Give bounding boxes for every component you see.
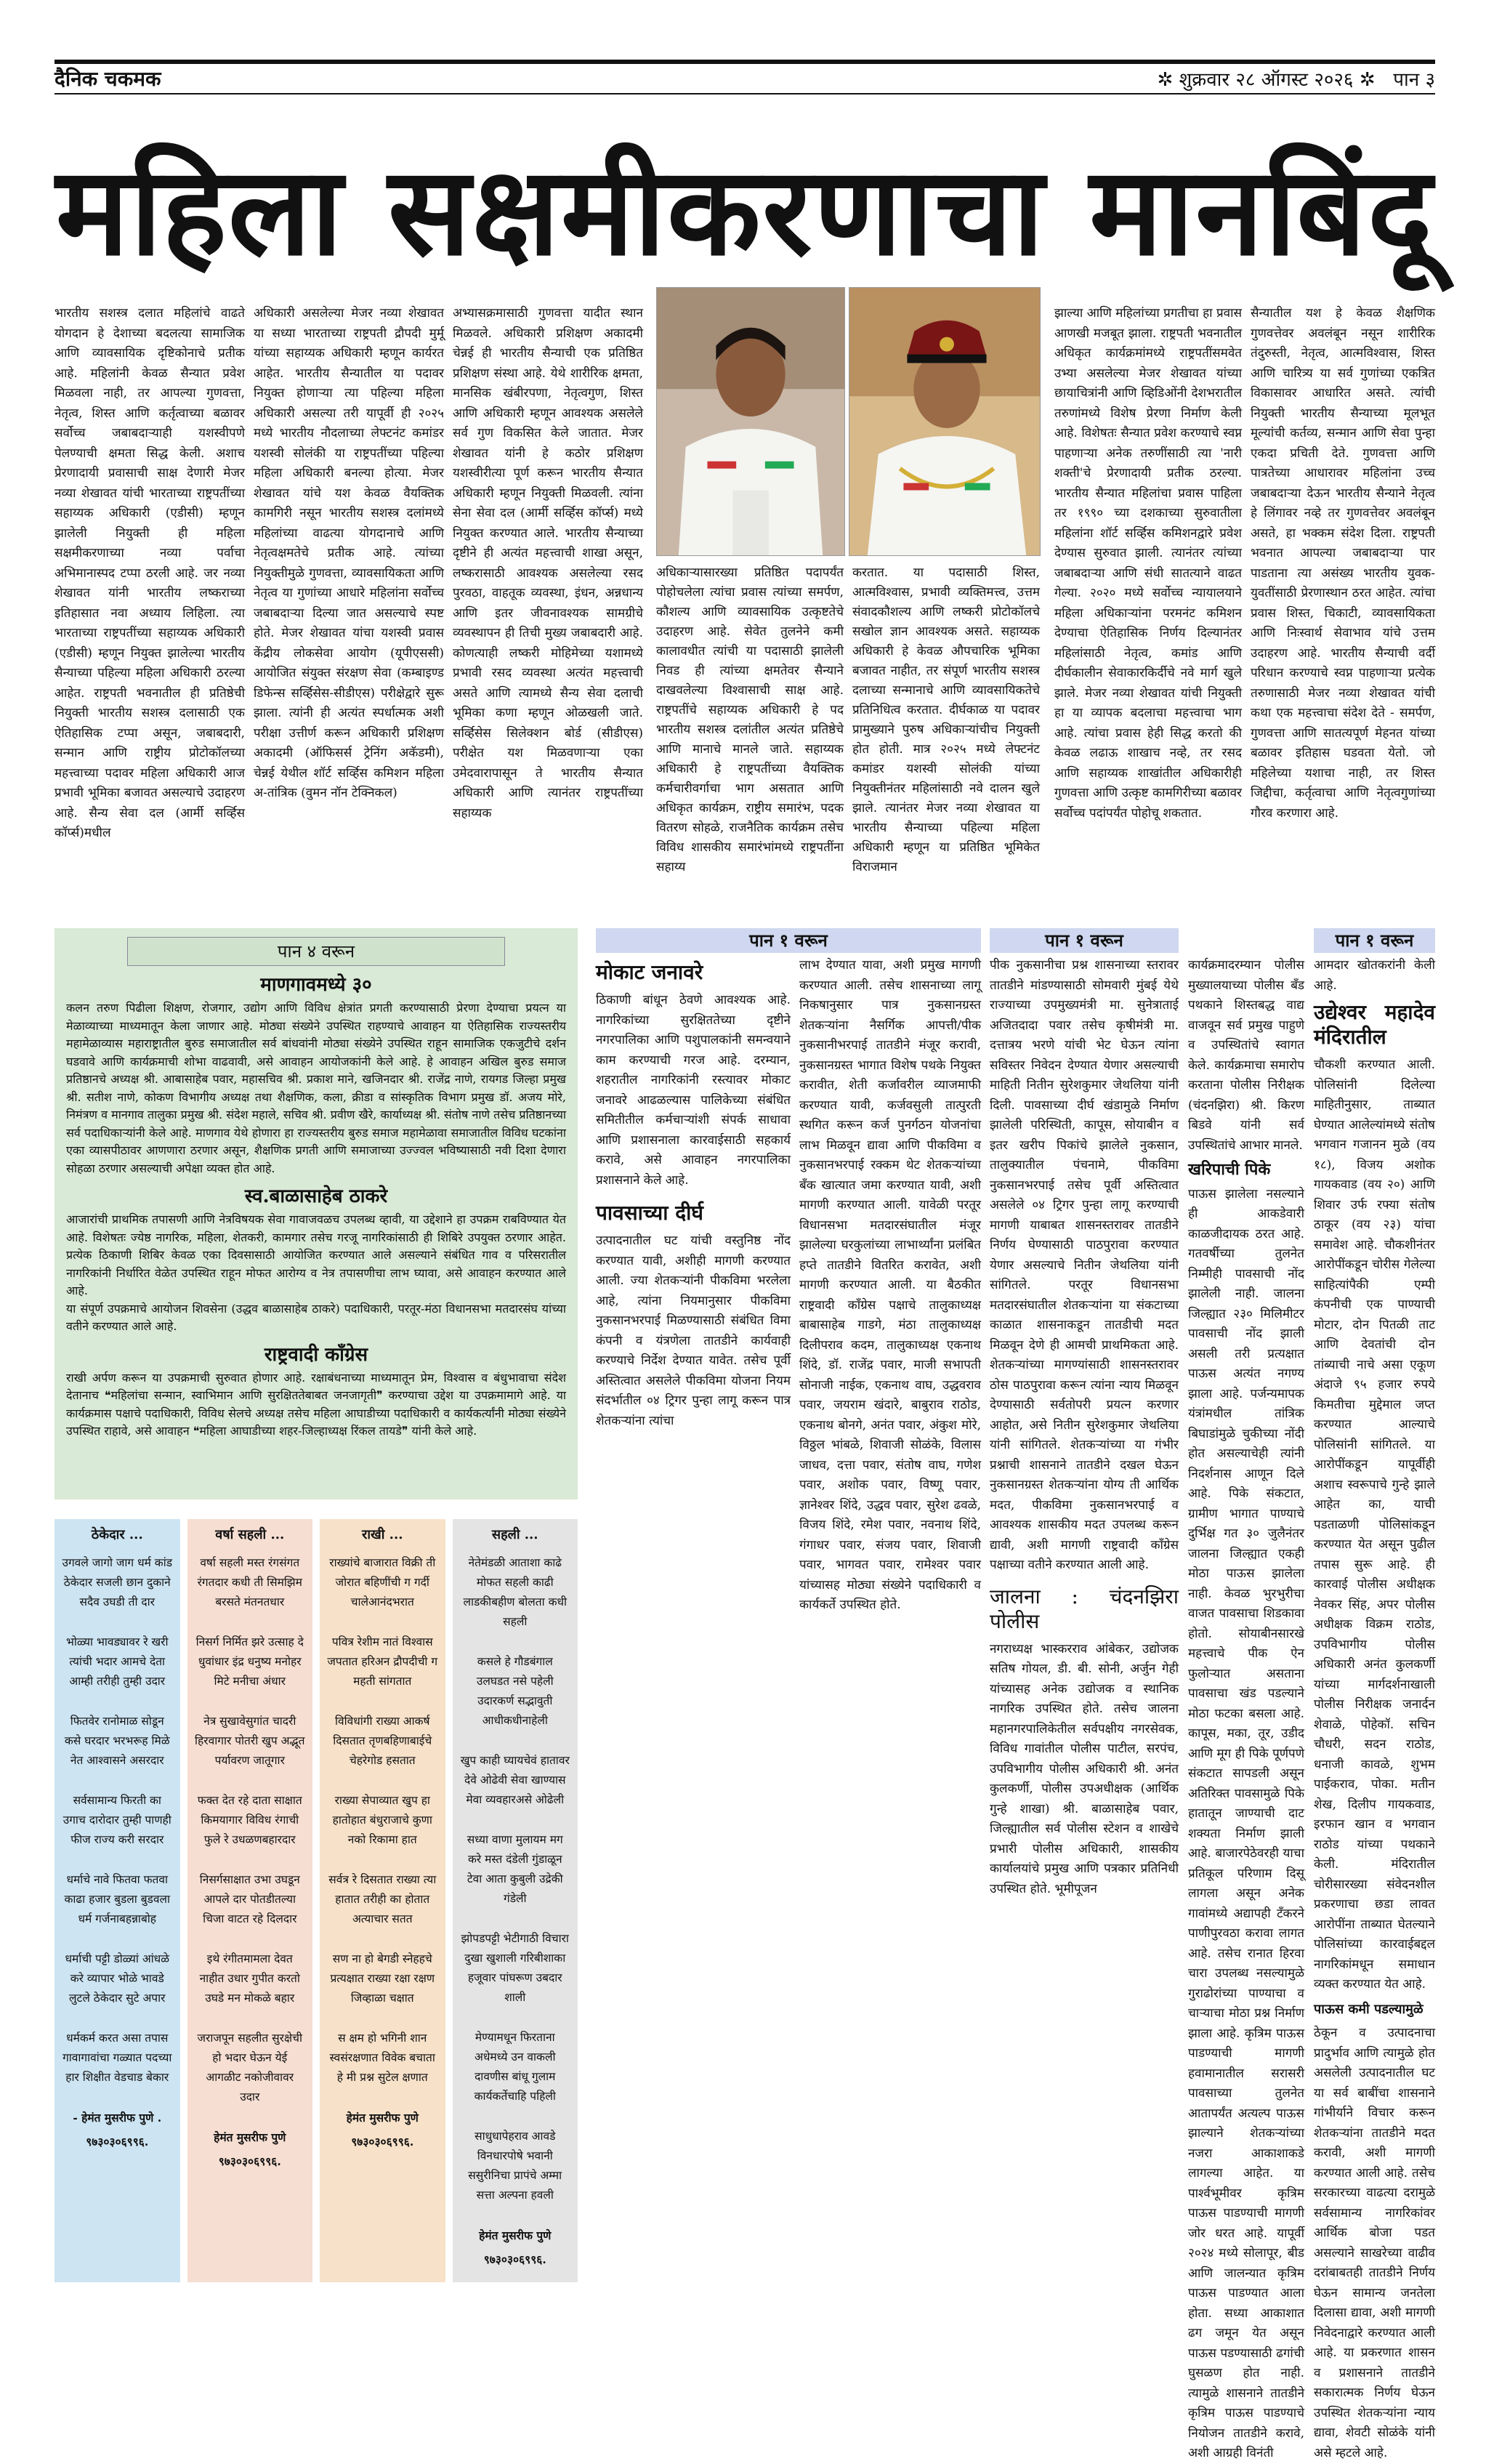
article-subhead: खरिपाची पिके [1188,1160,1271,1179]
mid-column-2 [799,956,981,2290]
section-text: या संपूर्ण उपक्रमाचे आयोजन शिवसेना (उद्धव बाळासाहेब ठाकरे) पदाधिकारी, परतूर-मंठा विधानसभा मतदारसंघ यांच्या वतीने करण्यात आले आहे. [66,1301,566,1333]
article-text: अभ्यासक्रमासाठी गुणवत्ता यादीत स्थान मिळवले. अधिकारी प्रशिक्षण अकादमी चेन्नई ही भारतीय सैन्याची एक प्रतिष्ठित प्रशिक्षण संस्था आहे. येथे शारीरिक क्षमता, मानसिक खंबीरपणा, नेतृत्वगुण, शिस्त आणि अधिकारी म्हणून आवश्यक असलेले सर्व गुण विकसित केले जातात. मेजर शेखावत यांनी हे कठोर प्रशिक्षण यशस्वीरीत्या पूर्ण करून भारतीय सैन्यात अधिकारी म्हणून नियुक्ती मिळवली. त्यांना सेना सेवा दल (आर्मी सर्व्हिस कॉर्प्स) मध्ये नियुक्त करण्यात आले. भारतीय सैन्याच्या दृष्टीने ही अत्यंत महत्त्वाची शाखा असून, लष्करासाठी आवश्यक असलेल्या रसद पुरवठा, वाहतूक व्यवस्था, इंधन, अन्नधान्य आणि इतर जीवनावश्यक सामग्रीचे व्यवस्थापन ही तिची मुख्य जबाबदारी आहे. कोणत्याही लष्करी मोहिमेच्या यशामध्ये प्रभावी रसद व्यवस्था अत्यंत महत्त्वाची असते आणि त्यामध्ये सैन्य सेवा दलाची भूमिका कणा म्हणून ओळखली जाते. सर्व्हिसेस सिलेक्शन बोर्ड (सीडीएस) परीक्षेत यश मिळवणाऱ्या एका उमेदवारापासून ते भारतीय सैन्यात अधिकारी आणि त्यानंतर राष्ट्रपतींच्या सहाय्यक [453,306,643,821]
caption-text: अधिकाऱ्यासारख्या प्रतिष्ठित पदापर्यंत पोहोचलेला त्यांचा प्रवास त्यांच्या समर्पण, कौशल्य आणि व्यावसायिक उत्कृष्टतेचे उदाहरण आहे. सेवेत तुलनेने कमी कालावधीत त्यांची या पदासाठी झालेली निवड ही त्यांच्या क्षमतेवर सैन्याने दाखवलेल्या विश्वासाची साक्ष आहे. राष्ट्रपतींचे सहाय्यक अधिकारी हे पद भारतीय सशस्त्र दलांतील अत्यंत प्रतिष्ठेचे आणि मानाचे मानले जाते. सहाय्यक अधिकारी हे राष्ट्रपतींच्या वैयक्तिक कर्मचारीवर्गाचा भाग असतात आणि अधिकृत कार्यक्रम, राष्ट्रीय समारंभ, पदक वितरण सोहळे, राजनैतिक कार्यक्रम तसेच विविध शासकीय समारंभांमध्ये राष्ट्रपतींना सहाय्य [656,565,844,874]
masthead [54,60,1435,94]
page-headline: महिला सक्षमीकरणाचा मानबिंदू [55,139,1434,283]
article-text: चौकशी करण्यात आली. पोलिसांनी दिलेल्या माहितीनुसार, ताब्यात घेण्यात आलेल्यांमध्ये संतोष भगवान गजानन मुळे (वय १८), विजय अशोक गायकवाड (वय २०) आणि शिवार उर्फ रफ्या संतोष ठाकूर (वय २३) यांचा समावेश आहे. चौकशीनंतर आरोपींकडून चोरीस गेलेल्या साहित्यांपैकी एम्पी कंपनीची एक पाण्याची मोटार, दोन पितळी ताट आणि देवतांची दोन तांब्याची नाचे असा एकूण अंदाजे ९५ हजार रुपये किमतीचा मुद्देमाल जप्त करण्यात आल्याचे पोलिसांनी सांगितले. या आरोपींकडून यापूर्वीही अशाच स्वरूपाचे गुन्हे झाले आहेत का, याची पडताळणी पोलिसांकडून करण्यात येत असून पुढील तपास सुरू आहे. ही कारवाई पोलीस अधीक्षक नेवकर सिंह, अपर पोलीस अधीक्षक विक्रम राठोड, उपविभागीय पोलीस अधिकारी अनंत कुलकर्णी यांच्या मार्गदर्शनाखाली पोलीस निरीक्षक जनार्दन शेवाळे, पोहेकॉ. सचिन चौधरी, सदन राठोड, धनाजी कावळे, शुभम पाईकराव, पोका. मतीन शेख, दिलीप गायकवाड, इरफान खान व भगवान राठोड यांच्या पथकाने केली. मंदिरातील चोरीसारख्या संवेदनशील प्रकरणाचा छडा लावत आरोपींना ताब्यात घेतल्याने पोलिसांच्या कारवाईबद्दल नागरिकांमधून समाधान व्यक्त करण्यात येत आहे. [1314,1058,1435,1992]
poem-stanza: जराजपून सहलीत सुरक्षेची हो भदार घेऊन येई आगळीट नकोजीवावर उदार [197,2032,302,2103]
poem-stanza: भोळ्या भावड्यावर रे खरी त्यांची भदार आमचे देता आम्ही तरीही तुम्ही उदार [65,1635,169,1688]
article-text: सैन्यातील यश हे केवळ शैक्षणिक गुणवत्तेवर अवलंबून नसून शारीरिक तंदुरुस्ती, नेतृत्व, आत्मविश्वास, शिस्त आणि चारित्र्य या सर्व गुणांच्या एकत्रित विकासावर आधारित असते. त्यांची नियुक्ती भारतीय सैन्याच्या मूलभूत मूल्यांची कर्तव्य, सन्मान आणि सेवा पुन्हा एकदा प्रचिती देते. गुणवत्ता आणि पात्रतेच्या आधारावर महिलांना उच्च जबाबदाऱ्या देऊन भारतीय सैन्याने नेतृत्व हे लिंगावर नव्हे तर गुणवत्तेवर अवलंबून असते, हा भक्कम संदेश दिला. राष्ट्रपती भवनात आपल्या जबाबदाऱ्या पार पाडताना त्या असंख्य भारतीय युवक-युवतींसाठी प्रेरणास्थान ठरत आहेत. त्यांचा प्रवास शिस्त, चिकाटी, व्यावसायिकता आणि निःस्वार्थ सेवाभाव यांचे उत्तम उदाहरण आहे. भारतीय सैन्याची वर्दी परिधान करण्याचे स्वप्न पाहणाऱ्या प्रत्येक तरुणासाठी मेजर नव्या शेखावत यांची कथा एक महत्त्वाचा संदेश देते - समर्पण, गुणवत्ता आणि सातत्यपूर्ण मेहनत यांच्या बळावर इतिहास घडवता येतो. जो महिलेच्या यशाचा नाही, तर शिस्त जिद्दीचा, कर्तृत्वाचा आणि नेतृत्वगुणांच्या गौरव करणारा आहे. [1251,306,1435,821]
poem-stanza: झोपडपट्टी भेटीगाठी विचारा दुखा खुशाली गरिबीशाका हजूवार पांघरूण उबदार शाली [461,1932,569,2004]
article-text: अधिकारी असलेल्या मेजर नव्या शेखावत या सध्या भारताच्या राष्ट्रपती द्रौपदी मुर्मू यांच्या सहाय्यक अधिकारी म्हणून कार्यरत आहेत. भारतीय सैन्यातील या पदावर नियुक्त होणाऱ्या त्या पहिल्या महिला अधिकारी असल्या तरी यापूर्वी ही २०२५ मध्ये भारतीय नौदलाच्या लेफ्टनंट कमांडर यशस्वी सोलंकी या राष्ट्रपतींच्या पहिल्या महिला अधिकारी बनल्या होत्या. मेजर शेखावत यांचे यश केवळ वैयक्तिक कामगिरी नसून भारतीय सशस्त्र दलांमध्ये महिलांच्या वाढत्या योगदानाचे आणि नेतृत्वक्षमतेचे प्रतीक आहे. त्यांच्या नियुक्तीमुळे गुणवत्ता, व्यावसायिकता आणि नेतृत्व या गुणांच्या आधारे महिलांना सर्वोच्च जबाबदाऱ्या दिल्या जात असल्याचे स्पष्ट होते. मेजर शेखावत यांचा यशस्वी प्रवास केंद्रीय लोकसेवा आयोग (यूपीएससी) आयोजित संयुक्त संरक्षण सेवा (कम्बाइण्ड डिफेन्स सर्व्हिसेस-सीडीएस) परीक्षेद्वारे सुरू झाला. त्यांनी ही अत्यंत स्पर्धात्मक अशी परीक्षा उत्तीर्ण करून अधिकारी प्रशिक्षण अकादमी (ऑफिसर्स ट्रेनिंग अकॅडमी), चेन्नई येथील शॉर्ट सर्व्हिस कमिशन महिला अ-तांत्रिक (वुमन नॉन टेक्निकल) [254,306,444,800]
article-subhead: पाऊस कमी पडल्यामुळे [1314,2001,1424,2017]
article-column-7 [1251,304,1435,925]
section-text: राखी अर्पण करून या उपक्रमाची सुरुवात होणार आहे. रक्षाबंधनाच्या माध्यमातून प्रेम, विश्वास व बंधुभावाचा संदेश देतानाच ❝महिलांचा सन्मान, स्वाभिमान आणि सुरक्षिततेबाबत जनजागृती❞ करण्याचा उद्देश या उपक्रमामागे आहे. या कार्यक्रमास पक्षाचे पदाधिकारी, विविध सेलचे अध्यक्ष तसेच महिला आघाडीच्या पदाधिकारी व कार्यकर्त्यांनी मोठ्या संख्येने उपस्थित राहावे, असे आवाहन ❝महिला आघाडीच्या शहर-जिल्हाध्यक्ष रिंकल तायडे❞ यांनी केले आहे. [66,1370,566,1438]
continued-news-box [54,928,578,1499]
poem-stanza: खुप काही घ्यायचेवं हातावर देवे ओढेवी सेवा खाण्यास मेवा व्यवहारअसे ओढेली [460,1754,570,1806]
poem-stanza: धर्माचे नावे फितवा फतवा काढा हजार बुडला बुडवला धर्म गर्जनाबहन्नाबोह [64,1873,170,1925]
continued-from-header-right: पान १ वरून [990,928,1179,953]
poem-stanza: निसर्गसाक्षात उभा उघडून आपले दार पोतडीतल्या चिजा वाटत रहे दिलदार [199,1873,300,1925]
poem-stanza: वर्षा सहली मस्त रंगसंगत रंगतदार कधी ती सिमझिम बरसते मंतनतधार [197,1556,302,1609]
poem-stanza: विविधांगी राख्या आकर्ष दिसतात तृणबहिणाबाईचे चेहरेगोड हसतात [333,1715,432,1767]
issue-date-page [1158,65,1435,92]
poem-stanza: सध्या वाणा मुलायम मग करे मस्त दंडेली गुंडाळून टेवा आता कुबुली उद्रेकी गंडेली [467,1833,563,1905]
poem-row [54,1519,578,2282]
poem-stanza: स क्षम हो भगिनी शान स्वसंरक्षणात विवेक बचाता हे मी प्रश्न सुटेल क्षणात [329,2032,435,2084]
poem-author: हेमंत मुसरीफ पुणे [214,2130,286,2144]
poem-box [320,1519,445,2282]
article-column-3 [453,304,643,925]
continued-from-header-mid: पान १ वरून [596,928,981,953]
section-title: स्व.बाळासाहेब ठाकरे [244,1185,388,1207]
poem-stanza: मेण्यामधून फिरताना अधेमध्ये उन वाकली दावणीस बांधू गुलाम कार्यकर्तेचाहि पहिली [474,2031,556,2103]
continued-from-header-far-right: पान १ वरून [1314,928,1435,953]
poem-stanza: कसले हे गौडबंगाल उलघडत नसे पहेली उदारकर्ण सद्भावुती आधीकधीनाहेली [476,1655,554,1727]
mid-column-1 [596,956,791,2290]
poem-stanza: निसर्ग निर्मित झरे उत्साह दे धुवांधार इंद्र धनुष्य मनोहर मिटे मनीचा अंधार [195,1635,304,1688]
article-text: ठेकून व उत्पादनाचा प्रादुर्भाव आणि त्यामुळे होत असलेली उत्पादनातील घट या सर्व बाबींचा शासनाने गांभीर्याने विचार करून शेतकऱ्यांना तातडीने मदत करावी, अशी मागणी करण्यात आली आहे. तसेच सरकारच्या वाढत्या दरामुळे सर्वसामान्य नागरिकांवर आर्थिक बोजा पडत असल्याने साखरेच्या वाढीव दरांबाबतही तातडीने निर्णय घेऊन सामान्य जनतेला दिलासा द्यावा, अशी मागणी निवेदनाद्वारे करण्यात आली आहे. या प्रकरणात शासन व प्रशासनाने तातडीने सकारात्मक निर्णय घेऊन उपस्थित शेतकऱ्यांना न्याय द्यावा, शेवटी सोळंके यांनी असे म्हटले आहे. [1314,2026,1435,2460]
caption-text: करतात. या पदासाठी शिस्त, आत्मविश्वास, प्रभावी व्यक्तिमत्त्व, उत्तम संवादकौशल्य आणि लष्करी प्रोटोकॉलचे सखोल ज्ञान आवश्यक असते. सहाय्यक अधिकारी हे केवळ औपचारिक भूमिका बजावत नाहीत, तर संपूर्ण भारतीय सशस्त्र दलाच्या सन्मानाचे आणि व्यावसायिकतेचे प्रतिनिधित्व करतात. दीर्घकाळ या पदावर प्रामुख्याने पुरुष अधिकाऱ्यांचीच नियुक्ती होत होती. मात्र २०२५ मध्ये लेफ्टनंट कमांडर यशस्वी सोलंकी यांच्या नियुक्तीनंतर महिलांसाठी नवे दालन खुले झाले. त्यानंतर मेजर नव्या शेखावत या भारतीय सैन्याच्या पहिल्या महिला अधिकारी म्हणून या प्रतिष्ठित भूमिकेत विराजमान [852,565,1040,874]
poem-author-phone: ९७३०३०६९९६. [218,2154,281,2168]
poem-stanza: नेतेमंडळी आताशा काढे मोफत सहली काढी लाडकीबहीण बोलता कधी सहली [463,1556,568,1628]
poem-stanza: राख्या सेपाव्यात खुप हा हातोहात बंधुराजाचे कुणा नको रिकामा हात [332,1794,432,1846]
page-number: पान ३ [1393,69,1435,91]
article-subhead: उद्येश्वर महादेव मंदिरातील [1314,1000,1435,1049]
poems-section [54,1519,578,2282]
article-text: झाल्या आणि महिलांच्या प्रगतीचा हा प्रवास आणखी मजबूत झाला. राष्ट्रपती भवनातील अधिकृत कार्यक्रमांमध्ये राष्ट्रपतींसमवेत उभ्या असलेल्या मेजर शेखावत यांच्या छायाचित्रांनी आणि व्हिडिओंनी देशभरातील तरुणांमध्ये विशेष प्रेरणा निर्माण केली आहे. विशेषतः सैन्यात प्रवेश करण्याचे स्वप्न पाहणाऱ्या अनेक तरुणींसाठी त्या 'नारी शक्ती'चे प्रेरणादायी प्रतीक ठरल्या. भारतीय सैन्यात महिलांचा प्रवास पाहिला तर १९९० च्या दशकाच्या सुरुवातीला महिलांना शॉर्ट सर्व्हिस कमिशनद्वारे प्रवेश देण्यास सुरुवात झाली. त्यानंतर त्यांच्या जबाबदाऱ्या आणि संधी सातत्याने वाढत गेल्या. २०२० मध्ये सर्वोच्च न्यायालयाने महिला अधिकाऱ्यांना परमनंट कमिशन देण्याचा ऐतिहासिक निर्णय दिल्यानंतर महिलांसाठी नेतृत्व, कमांड आणि दीर्घकालीन सेवाकारकिर्दीचे नवे मार्ग खुले झाले. मेजर नव्या शेखावत यांची नियुक्ती हा या व्यापक बदलाचा महत्त्वाचा भाग आहे. त्यांचा प्रवास हेही सिद्ध करतो की केवळ लढाऊ शाखाच नव्हे, तर रसद आणि सहाय्यक शाखांतील अधिकारीही गुणवत्ता आणि उत्कृष्ट कामगिरीच्या बळावर सर्वोच्च पदांपर्यंत पोहोचू शकतात. [1054,306,1242,821]
photo-caption-left [656,563,844,927]
article-subhead: पावसाच्या दीर्घ [596,1201,703,1225]
article-text: उत्पादनातील घट यांची वस्तुनिष्ठ नोंद करण्यात यावी, अशीही मागणी करण्यात आली. ज्या शेतकऱ्यांनी पीकविमा भरलेला आहे, त्यांना नियमानुसार पीकविमा नुकसानभरपाई मिळण्यासाठी संबंधित विमा कंपनी व यंत्रणेला तातडीने कार्यवाही करण्याचे निर्देश देण्यात यावेत. तसेच पूर्वी अस्तित्वात असलेले पीकविमा योजना नियम संदर्भातील ०४ ट्रिगर पुन्हा लागू करून पात्र शेतकऱ्यांना त्यांचा [596,1233,791,1428]
article-column-1 [54,304,245,925]
poem-stanza: सण ना हो बेगडी स्नेहहचे प्रत्यक्षात राख्या रक्षा रक्षण जिव्हाळा चक्षात [330,1952,435,2005]
poem-stanza: सर्वसामान्य फिरती का उगाच दारोदार तुम्ही पाणही फीज राज्य करी सरदार [62,1794,171,1846]
star-icon: ✲ [1157,69,1174,91]
poem-author-phone: ९७३०३०६९९६. [86,2135,149,2149]
section-text: आजारांची प्राथमिक तपासणी आणि नेत्रविषयक सेवा गावाजवळच उपलब्ध व्हावी, या उद्देशाने हा उपक्रम राबविण्यात येत आहे. विशेषतः ज्येष्ठ नागरिक, महिला, शेतकरी, कामगार तसेच गरजू नागरिकांसाठी ही शिबिरे उपयुक्त ठरणार आहेत. प्रत्येक ठिकाणी शिबिर केवळ एका दिवसासाठी आयोजित करण्यात आले असल्याने संबंधित गाव व परिसरातील नागरिकांनी निर्धारित वेळेत उपस्थित राहून मोफत आरोग्य व नेत्र तपासणीचा लाभ घ्यावा, असे आवाहन करण्यात आले आहे. [66,1212,566,1297]
article-text: पाऊस झालेला नसल्याने ही आकडेवारी काळजीदायक ठरत आहे. गतवर्षीच्या तुलनेत निम्मीही पावसाची नोंद झालेली नाही. जालना जिल्ह्यात २३० मिलिमीटर पावसाची नोंद झाली असली तरी प्रत्यक्षात पाऊस अत्यंत नगण्य झाला आहे. पर्जन्यमापक यंत्रांमधील तांत्रिक बिघाडांमुळे चुकीच्या नोंदी होत असल्याचेही त्यांनी निदर्शनास आणून दिले आहे. पिके संकटात, ग्रामीण भागात पाण्याचे दुर्भिक्ष गत ३० जुलैनंतर जालना जिल्ह्यात एकही मोठा पाऊस झालेला नाही. केवळ भुरभुरीचा वाजत पावसाचा शिडकावा होतो. सोयाबीनसारखे महत्त्वाचे पीक ऐन फुलोऱ्यात असताना पावसाचा खंड पडल्याने मोठा फटका बसला आहे. कापूस, मका, तूर, उडीद आणि मूग ही पिके पूर्णपणे संकटात सापडली असून अतिरिक्त पावसामुळे पिके हातातून जाण्याची दाट शक्यता निर्माण झाली आहे. बाजारपेठेवरही याचा प्रतिकूल परिणाम दिसू लागला असून अनेक गावांमध्ये अद्यापही टँकरने पाणीपुरवठा करावा लागत आहे. तसेच रानात हिरवा चारा उपलब्ध नसल्यामुळे गुराढोरांच्या पाण्याचा व चाऱ्याचा मोठा प्रश्न निर्माण झाला आहे. कृत्रिम पाऊस पाडण्याची मागणी हवामानातील सरासरी पावसाच्या तुलनेत आतापर्यंत अत्यल्प पाऊस झाल्याने शेतकऱ्यांच्या नजरा आकाशाकडे लागल्या आहेत. या पार्श्वभूमीवर कृत्रिम पाऊस पाडण्याची मागणी जोर धरत आहे. यापूर्वी २०२४ मध्ये सोलापूर, बीड आणि जालन्यात कृत्रिम पाऊस पाडण्यात आला होता. सध्या आकाशात ढग जमून येत असून पाऊस पडण्यासाठी ढगांची घुसळण होत नाही. त्यामुळे शासनाने तातडीने कृत्रिम पाऊस पाडण्याचे नियोजन तातडीने करावे, अशी आग्रही विनंती [1188,1186,1304,2460]
mid-column-3 [990,956,1179,2290]
poem-title: वर्षा सहली ... [215,1527,285,1542]
poem-stanza: उगवले जागो जाग धर्म कांड ठेकेदार सजली छान दुकाने सदैव उघडी ती दार [62,1556,173,1609]
poem-stanza: फक्त देत रहे दाता साक्षात किमयागार विविध रंगाची फुले रे उधळणबहारदार [197,1794,302,1846]
photo-caption-right [852,563,1040,927]
poem-title: सहली ... [491,1527,538,1542]
poem-author-phone: ९७३०३०६९९६. [351,2135,414,2149]
poem-stanza: इथे रंगीतमामला देवत नाहीत उधार गुपीत करतो उघडे मन मोकळे बहार [199,1952,300,2005]
poem-box [453,1519,578,2282]
poem-title: राखी ... [362,1527,403,1542]
poem-stanza: नेत्र सुखावेसुगांत चादरी हिरवागार पोतरी खुप अद्भूत पर्यावरण जातूगार [195,1715,305,1767]
publication-name: दैनिक चकमक [54,67,161,91]
section-title: माणगावमध्ये ३० [260,974,372,996]
officer-photo-right [849,287,1041,556]
poem-author: हेमंत मुसरीफ पुणे [479,2229,552,2242]
section-text: कलन तरुण पिढीला शिक्षण, रोजगार, उद्योग आणि विविध क्षेत्रांत प्रगती करण्यासाठी प्रेरणा देण्याचा प्रयत्न या मेळाव्याच्या माध्यमातून केला जाणार आहे. मोठ्या संख्येने उपस्थित राहण्याचे आवाहन या ऐतिहासिक राज्यस्तरीय महामेळाव्यास महाराष्ट्रातील बुरुड समाजातील सर्व बांधवांनी मोठ्या संख्येने उपस्थित राहून सामाजिक एकजुटीचे दर्शन घडवावे आणि कार्यक्रमाची शोभा वाढवावी, असे आवाहन आयोजकांनी केले आहे. हे आवाहन अखिल बुरुड समाज प्रतिष्ठानचे अध्यक्ष श्री. आबासाहेब पवार, महासचिव श्री. प्रकाश माने, खजिनदार श्री. राजेंद्र नाणे, रायगड जिल्हा प्रमुख श्री. सतीश नाणे, कोकण विभागीय अध्यक्ष तथा शैक्षणिक, कला, क्रीडा व सांस्कृतिक विभाग प्रमुख डॉ. अजय मोरे, निमंत्रण व मानगाव तालुका प्रमुख श्री. संदेश महाले, सचिव श्री. प्रवीण खैरे, कार्याध्यक्ष श्री. संतोष नाणे तसेच प्रतिष्ठानच्या सर्व पदाधिकाऱ्यांनी केले आहे. माणगाव येथे होणारा हा राज्यस्तरीय बुरुड समाज महामेळावा समाजातील विविध घटकांना एका व्यासपीठावर आणणारा ठरणार असून, शैक्षणिक प्रगती आणि समाजाच्या उज्ज्वल भविष्यासाठी नवी दिशा देणारा सोहळा ठरणार असल्याची अपेक्षा व्यक्त होत आहे. [66,1001,566,1175]
continued-from-label: पान ४ वरून [127,937,505,966]
poem-box [187,1519,313,2282]
article-text: नगराध्यक्ष भास्करराव आंबेकर, उद्योजक सतिष गोयल, डी. बी. सोनी, अर्जुन गेही यांच्यासह अनेक उद्योजक व स्थानिक नागरिक उपस्थित होते. तसेच जालना महानगरपालिकेतील सर्वपक्षीय नगरसेवक, विविध गावांतील पोलीस पाटील, सरपंच, उपविभागीय पोलीस अधिकारी श्री. अनंत कुलकर्णी, पोलीस उपअधीक्षक (आर्थिक गुन्हे शाखा) श्री. बाळासाहेब पवार, जिल्ह्यातील सर्व पोलीस स्टेशन व शाखेचे प्रभारी पोलीस अधिकारी, शासकीय कार्यालयांचे प्रमुख आणि पत्रकार प्रतिनिधी उपस्थित होते. भूमीपूजन [990,1641,1179,1896]
article-subhead: जालना : चंदनझिरा पोलीस [990,1584,1179,1633]
article-text: ठिकाणी बांधून ठेवणे आवश्यक आहे. नागरिकांच्या सुरक्षिततेच्या दृष्टीने नगरपालिका आणि पशुपालकांनी समन्वयाने काम करण्याची गरज आहे. दरम्यान, शहरातील नागरिकांनी रस्त्यावर मोकाट जनावरे आढळल्यास पालिकेच्या संबंधित समितीतील कर्मचाऱ्यांशी संपर्क साधावा आणि प्रशासनाला कारवाईसाठी सहकार्य करावे, असे आवाहन नगरपालिका प्रशासनाने केले आहे. [596,993,791,1188]
portrait-image [657,288,844,555]
article-text: आमदार खोतकरांनी केली आहे. [1314,958,1435,993]
article-text: लाभ देण्यात यावा, अशी प्रमुख मागणी करण्यात आली. तसेच शासनाच्या लागू निकषानुसार पात्र नुकसानग्रस्त शेतकऱ्यांना नैसर्गिक आपत्ती/पीक नुकसानीभरपाई तातडीने मंजूर करावी, नुकसानग्रस्त भागात विशेष पथके नियुक्त करावीत, शेती कर्जावरील व्याजमाफी करण्यात यावी, कर्जवसुली तात्पुरती स्थगित करून कर्ज पुनर्गठन योजनांचा लाभ मिळवून द्यावा आणि पीकविमा व नुकसानभरपाई रक्कम थेट शेतकऱ्यांच्या बँक खात्यात जमा करण्यात यावी, अशी मागणी करण्यात आली. यावेळी परतूर विधानसभा मतदारसंघातील मंजूर झालेल्या घरकुलांच्या लाभार्थ्यांना प्रलंबित हप्ते तातडीने वितरित करावेत, अशी मागणी करण्यात आली. या बैठकीत राष्ट्रवादी काँग्रेस पक्षाचे तालुकाध्यक्ष बाबासाहेब गाडगे, मंठा तालुकाध्यक्ष दिलीपराव कदम, तालुकाध्यक्ष एकनाथ शिंदे, डॉ. राजेंद्र पवार, माजी सभापती सोनाजी नाईक, एकनाथ वाघ, उद्धवराव पवार, जयराम खंदारे, बाबुराव राठोड, एकनाथ बोनगे, अनंत पवार, अंकुश मोरे, विठ्ठल भांबळे, शिवाजी सोळंके, विलास जाधव, दत्ता पवार, संतोष वाघ, गणेश पवार, अशोक पवार, विष्णू पवार, ज्ञानेश्वर शिंदे, उद्धव पवार, सुरेश ढवळे, विजय शिंदे, रमेश पवार, नवनाथ शिंदे, गंगाधर पवार, संजय पवार, शिवाजी पवार, भागवत पवार, रामेश्वर पवार यांच्यासह मोठ्या संख्येने पदाधिकारी व कार्यकर्ते उपस्थित होते. [799,958,981,1612]
poem-stanza: धर्मकर्म करत असा तपास गावागावांचा गळ्यात पदच्या हार शिक्षीत वेडचाड बेकार [62,2032,172,2084]
right-column-2 [1314,956,1435,2460]
poem-box [54,1519,180,2282]
article-text: कार्यक्रमादरम्यान पोलीस मुख्यालयाच्या पोलीस बँड पथकाने शिस्तबद्ध वाद्य वाजवून सर्व प्रमुख पाहुणे व उपस्थितांचे स्वागत केले. कार्यक्रमाचा समारोप करताना पोलीस निरीक्षक (चंदनझिरा) श्री. किरण बिडवे यांनी सर्व उपस्थितांचे आभार मानले. [1188,958,1304,1153]
poem-author-phone: ९७३०३०६९९६. [483,2252,546,2266]
poem-stanza: राख्यांचे बाजारात विक्री ती जोरात बहिणींची ग गर्दी चालेआनंदभरात [329,1556,436,1609]
article-column-6 [1054,304,1242,925]
article-column-2 [254,304,444,925]
officer-photo-left [656,287,845,556]
poem-stanza: पवित्र रेशीम नातं विश्वास जपतात हरिअन द्रौपदीची ग महती सांगतात [327,1635,438,1688]
portrait-image [849,288,1040,555]
poem-author: हेमंत मुसरीफ पुणे [346,2111,419,2125]
issue-date: शुक्रवार २८ ऑगस्ट २०२६ [1179,69,1354,91]
article-text: पीक नुकसानीचा प्रश्न शासनाच्या स्तरावर तातडीने मांडण्यासाठी सोमवारी मुंबई येथे राज्याच्या उपमुख्यमंत्री मा. सुनेत्राताई अजितदादा पवार तसेच कृषीमंत्री मा. दत्तात्रय भरणे यांची भेट घेऊन त्यांना सविस्तर निवेदन देण्यात येणार असल्याची माहिती नितीन सुरेशकुमार जेथलिया यांनी दिली. पावसाच्या दीर्घ खंडामुळे निर्माण झालेली परिस्थिती, कापूस, सोयाबीन व इतर खरीप पिकांचे झालेले नुकसान, तालुक्यातील पंचनामे, पीकविमा नुकसानभरपाई तसेच पूर्वी अस्तित्वात असलेले ०४ ट्रिगर पुन्हा लागू करण्याची मागणी याबाबत शासनस्तरावर तातडीने निर्णय घेण्यासाठी पाठपुरावा करण्यात येणार असल्याचे नितीन जेथलिया यांनी सांगितले. परतूर विधानसभा मतदारसंघातील शेतकऱ्यांना या संकटाच्या काळात शासनाकडून तातडीची मदत मिळवून देणे ही आमची प्राथमिकता आहे. शेतकऱ्यांच्या मागण्यांसाठी शासनस्तरावर ठोस पाठपुरावा करून त्यांना न्याय मिळवून देण्यासाठी सर्वतोपरी प्रयत्न करणार आहोत, असे नितीन सुरेशकुमार जेथलिया यांनी सांगितले. शेतकऱ्यांच्या या गंभीर प्रश्नाची शासनाने तातडीने दखल घेऊन नुकसानग्रस्त शेतकऱ्यांना योग्य ती आर्थिक मदत, पीकविमा नुकसानभरपाई व आवश्यक शासकीय मदत उपलब्ध करून द्यावी, अशी मागणी राष्ट्रवादी काँग्रेस पक्षाच्या वतीने करण्यात आली आहे. [990,958,1179,1572]
poem-stanza: फितवेर रानोमाळ सोडून कसे घरदार भरभरूह मिळे नेत आश्वासने असरदार [64,1715,170,1767]
article-text: भारतीय सशस्त्र दलात महिलांचे वाढते योगदान हे देशाच्या बदलत्या सामाजिक आणि व्यावसायिक दृष्टिकोनाचे प्रतीक आहे. महिलांनी केवळ सैन्यात प्रवेश मिळवला नाही, तर आपल्या गुणवत्ता, नेतृत्व, शिस्त आणि कर्तृत्वाच्या बळावर सर्वोच्च जबाबदाऱ्याही यशस्वीपणे पेलण्याची क्षमता सिद्ध केली. अशाच प्रेरणादायी प्रवासाची साक्ष देणारी मेजर नव्या शेखावत यांची भारताच्या राष्ट्रपतींच्या सहाय्यक अधिकारी (एडीसी) म्हणून झालेली नियुक्ती ही महिला सक्षमीकरणाच्या नव्या पर्वाचा अभिमानास्पद टप्पा ठरली आहे. जर नव्या शेखावत यांनी भारतीय लष्कराच्या इतिहासात नवा अध्याय लिहिला. त्या भारताच्या राष्ट्रपतींच्या सहाय्यक अधिकारी (एडीसी) म्हणून नियुक्त झालेल्या भारतीय सैन्याच्या पहिल्या महिला अधिकारी ठरल्या आहेत. राष्ट्रपती भवनातील ही प्रतिष्ठेची नियुक्ती भारतीय सशस्त्र दलासाठी एक ऐतिहासिक टप्पा असून, जबाबदारी, सन्मान आणि राष्ट्रीय प्रोटोकॉलच्या महत्त्वाच्या पदावर महिला अधिकारी आज प्रभावी भूमिका बजावत असल्याचे उदाहरण आहे. सैन्य सेवा दल (आर्मी सर्व्हिस कॉर्प्स)मधील [54,306,245,840]
poem-stanza: साधुधापेहराव आवडे विनधारपोषे भवानी ससुरीनिचा प्रापंचे अम्मा सत्ता अल्पना हवली [468,2130,562,2202]
poem-author: - हेमंत मुसरीफ पुणे . [73,2111,162,2125]
section-title: राष्ट्रवादी काँग्रेस [264,1343,368,1366]
article-subhead: मोकाट जनावरे [596,960,703,984]
poem-stanza: सर्वत्र रे दिसतात राख्या त्या हातात तरीही का होतात अत्याचार सतत [328,1873,437,1925]
poem-title: ठेकेदार ... [91,1527,143,1542]
star-icon: ✲ [1359,69,1376,91]
poem-stanza: धर्माची पट्टी डोळ्यां आंधळे करे व्यापार भोळे भावडे लुटले ठेकेदार सुटे अपार [65,1952,169,2005]
right-column-1 [1188,956,1304,2460]
